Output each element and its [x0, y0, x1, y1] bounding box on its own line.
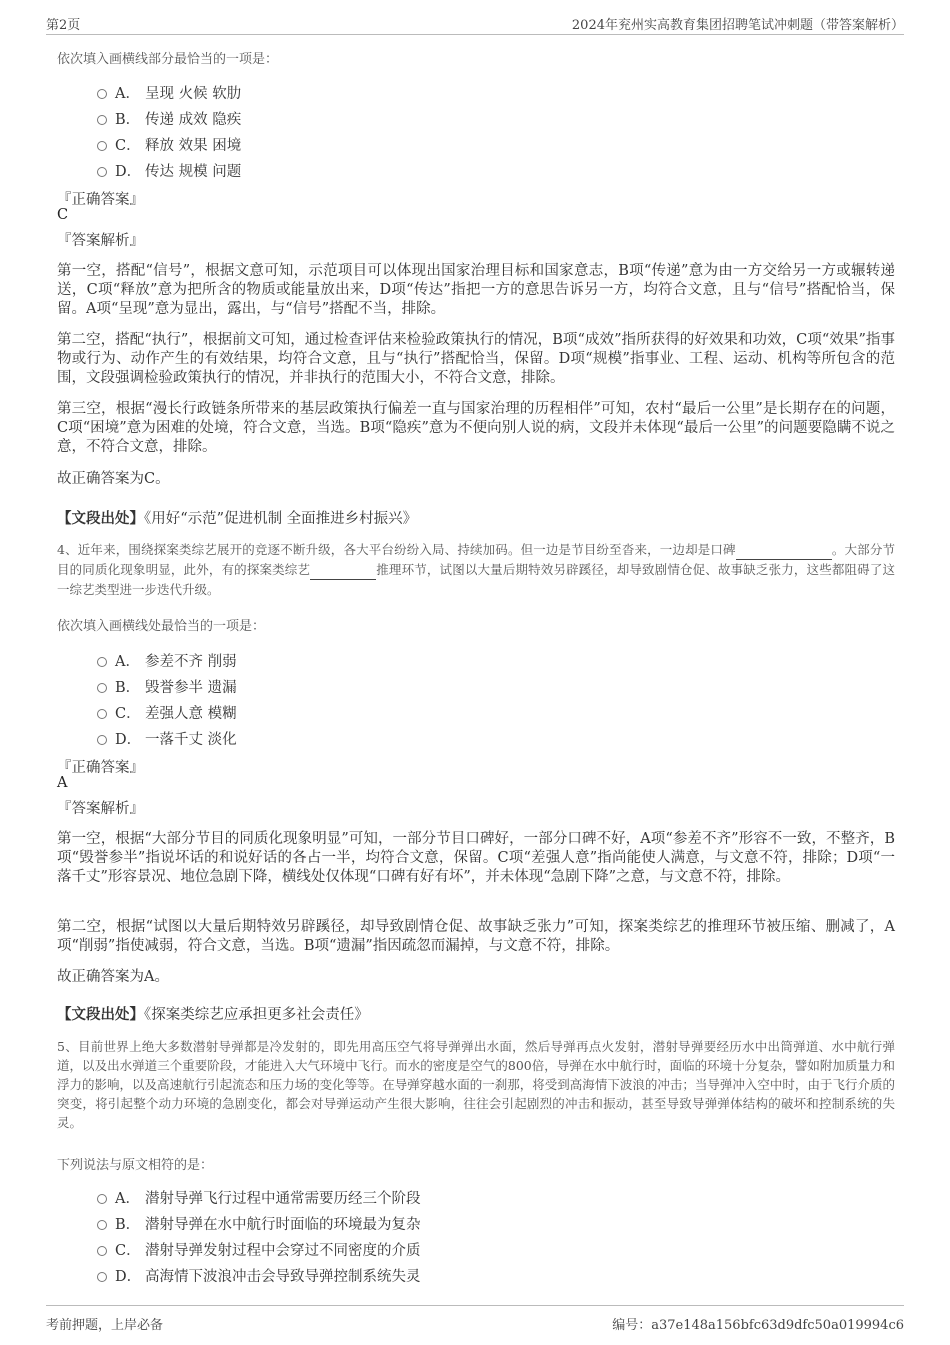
q5-stem: 5、目前世界上绝大多数潜射导弹都是冷发射的，即先用高压空气将导弹弹出水面，然后导弹再点火发射，潜射导弹要经历水中出筒弹道、水中航行弹道，以及出水弹道三个重要阶段，才能进入大气环境中飞行。而水的密度是空气的800倍，导弹在水中航行时，面临的环境十分复杂，譬如附加质量力和浮力的影响，以及高速航行引起流态和压力场的变化等等。在导弹穿越水面的一刹那，将受到高海情下波浪的冲击；当导弹冲入空中时，由于飞行介质的突变，将引起整个动力环境的急剧变化，都会对导弹运动产生很大影响，往往会引起剧烈的冲击和振动，甚至导致导弹弹体结构的破坏和控制系统的失灵。: [57, 1039, 895, 1130]
option-key: D．: [115, 732, 142, 748]
option-key: B．: [115, 112, 141, 128]
document-title: 2024年兖州实高教育集团招聘笔试冲刺题（带答案解析）: [571, 18, 904, 33]
q5-option-b[interactable]: [97, 1213, 421, 1234]
q4-stem: [57, 540, 895, 599]
q4-option-a[interactable]: [97, 650, 237, 671]
q4-prompt: 依次填入画横线处最恰当的一项是：: [57, 619, 266, 634]
option-text: 呈现 火候 软肋: [145, 86, 242, 102]
page-number: 第2页: [46, 18, 81, 33]
q4-stem-part: 。: [831, 542, 845, 557]
option-key: C．: [115, 1243, 141, 1259]
option-text: 传达 规模 问题: [145, 164, 242, 180]
q4-analysis-1: 第一空，根据“大部分节目的同质化现象明显”可知，一部分节目口碑好，一部分口碑不好，A项“参差不齐”形容不一致，不整齐，B项“毁誉参半”指说坏话的和说好话的各占一半，均符合文意，保留。C项“差强人意”指尚能使人满意，与文意不符，排除；D项“一落千丈”形容景况、地位急剧下降，横线处仅体现“口碑有好有坏”，并未体现“急剧下降”之意，与文意不符，排除。: [57, 831, 895, 885]
q3-source: [57, 507, 417, 528]
q4-option-c[interactable]: [97, 702, 237, 723]
answer-blank: [736, 540, 832, 560]
q4-stem-part: 大部分节目的同质化现象明显，此外，有的探案类综艺: [57, 542, 895, 577]
option-text: 潜射导弹飞行过程中通常需要历经三个阶段: [145, 1191, 421, 1207]
answer-blank: [310, 560, 376, 580]
option-key: A．: [115, 1191, 140, 1207]
option-text: 释放 效果 困境: [145, 138, 242, 154]
q4-analysis-2: 第二空，根据“试图以大量后期特效另辟蹊径，却导致剧情仓促、故事缺乏张力”可知，探案类综艺的推理环节被压缩、删减了，A项“削弱”指使减弱，符合文意，当选。B项“遗漏”指因疏忽而漏掉，与文意不符，排除。: [57, 919, 895, 954]
option-text: 毁誉参半 遗漏: [145, 680, 237, 696]
q3-prompt: 依次填入画横线部分最恰当的一项是：: [57, 52, 279, 67]
q3-analysis-2: 第二空，搭配“执行”，根据前文可知，通过检查评估来检验政策执行的情况，B项“成效”指所获得的好效果和功效，C项“效果”指事物或行为、动作产生的有效结果，均符合文意，且与“执行”搭配恰当，保留。D项“规模”指事业、工程、运动、机构等所包含的范围，文段强调检验政策执行的情况，并非执行的范围大小，不符合文意，排除。: [57, 332, 895, 386]
q3-analysis-1: 第一空，搭配“信号”，根据文意可知，示范项目可以体现出国家治理目标和国家意志，B项“传递”意为由一方交给另一方或辗转递送，C项“释放”意为把所含的物质或能量放出来，D项“传达”指把一方的意思告诉另一方，均符合文意，且与“信号”搭配恰当，保留。A项“呈现”意为显出，露出，与“信号”搭配不当，排除。: [57, 263, 895, 317]
footer-slogan: 考前押题，上岸必备: [46, 1318, 164, 1333]
option-text: 差强人意 模糊: [145, 706, 237, 722]
option-text: 一落千丈 淡化: [145, 732, 237, 748]
option-key: A．: [115, 654, 140, 670]
q4-answer: A: [57, 775, 68, 791]
radio-icon[interactable]: [97, 657, 107, 667]
page-footer: [46, 1305, 904, 1334]
q4-option-b[interactable]: [97, 676, 237, 697]
source-label: 【文段出处】: [57, 1006, 144, 1023]
q3-analysis-label: 『答案解析』: [57, 233, 144, 249]
q3-option-b[interactable]: [97, 108, 241, 129]
q4-answer-label: 『正确答案』: [57, 760, 144, 776]
radio-icon[interactable]: [97, 709, 107, 719]
q4-option-d[interactable]: [97, 728, 237, 749]
source-label: 【文段出处】: [57, 510, 144, 527]
q5-option-a[interactable]: [97, 1187, 421, 1208]
q4-source: [57, 1003, 369, 1024]
option-text: 潜射导弹在水中航行时面临的环境最为复杂: [145, 1217, 421, 1233]
q4-stem-part: 推理环节，试图以大量后期特效另辟蹊径，却导致剧情仓促、故事缺乏张力，这些都阻碍了这一综艺类型进一步迭代升级。: [57, 562, 895, 597]
radio-icon[interactable]: [97, 683, 107, 693]
radio-icon[interactable]: [97, 1220, 107, 1230]
q4-analysis-conclusion: 故正确答案为A。: [57, 969, 169, 985]
q3-analysis-conclusion: 故正确答案为C。: [57, 471, 170, 487]
q3-answer-label: 『正确答案』: [57, 192, 144, 208]
option-text: 高海情下波浪冲击会导致导弹控制系统失灵: [145, 1269, 421, 1285]
option-key: B．: [115, 680, 141, 696]
option-text: 潜射导弹发射过程中会穿过不同密度的介质: [145, 1243, 421, 1259]
option-text: 传递 成效 隐疾: [145, 112, 242, 128]
radio-icon[interactable]: [97, 89, 107, 99]
document-code: 编号：a37e148a156bfc63d9dfc50a019994c6: [612, 1318, 904, 1333]
radio-icon[interactable]: [97, 141, 107, 151]
option-text: 参差不齐 削弱: [145, 654, 237, 670]
q5-prompt: 下列说法与原文相符的是：: [57, 1158, 214, 1173]
q3-option-d[interactable]: [97, 160, 241, 181]
radio-icon[interactable]: [97, 167, 107, 177]
option-key: B．: [115, 1217, 141, 1233]
q3-option-a[interactable]: [97, 82, 241, 103]
radio-icon[interactable]: [97, 735, 107, 745]
option-key: A．: [115, 86, 140, 102]
source-text: 《用好“示范”促进机制 全面推进乡村振兴》: [144, 511, 418, 527]
q5-option-c[interactable]: [97, 1239, 421, 1260]
option-key: C．: [115, 138, 141, 154]
radio-icon[interactable]: [97, 1194, 107, 1204]
option-key: D．: [115, 164, 142, 180]
radio-icon[interactable]: [97, 1246, 107, 1256]
q3-answer: C: [57, 207, 69, 223]
option-key: C．: [115, 706, 141, 722]
page-header: [46, 12, 904, 35]
q4-analysis-label: 『答案解析』: [57, 801, 144, 817]
source-text: 《探案类综艺应承担更多社会责任》: [144, 1007, 369, 1023]
q5-option-d[interactable]: [97, 1265, 421, 1286]
radio-icon[interactable]: [97, 115, 107, 125]
q3-option-c[interactable]: [97, 134, 241, 155]
q3-analysis-3: 第三空，根据“漫长行政链条所带来的基层政策执行偏差一直与国家治理的历程相伴”可知，农村“最后一公里”是长期存在的问题，C项“困境”意为困难的处境，符合文意，当选。B项“隐疾”意为不便向别人说的病，文段并未体现“最后一公里”的问题要隐瞒不说之意，不符合文意，排除。: [57, 401, 895, 455]
option-key: D．: [115, 1269, 142, 1285]
q4-stem-part: 4、近年来，围绕探案类综艺展开的竞逐不断升级，各大平台纷纷入局、持续加码。但一边是节目纷至沓来，一边却是口碑: [57, 542, 736, 557]
radio-icon[interactable]: [97, 1272, 107, 1282]
